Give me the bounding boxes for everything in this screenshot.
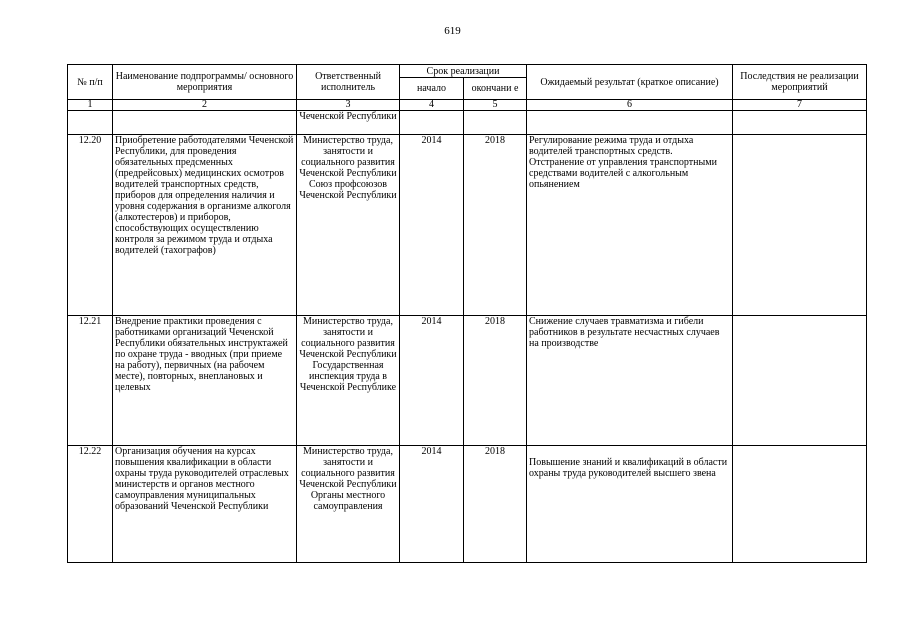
header-consequences: Последствия не реализации мероприятий <box>733 65 867 100</box>
header-number: № п/п <box>68 65 113 100</box>
row-id: 12.21 <box>68 316 113 446</box>
column-number: 6 <box>527 100 733 111</box>
row-end: 2018 <box>464 135 527 316</box>
table-row <box>68 316 867 446</box>
row-name: Приобретение работодателями Чеченской Республики, для проведения обязательных предсменных (предрейсовых) медицинских осмотров водителей транспортных средств, приборов для определения наличия и уровня содержания в организме алкоголя (алкотестеров) и приборов, способствующих осуществлению контроля за режимом труда и отдыха водителей (тахографов) <box>113 135 297 316</box>
continuation-row <box>68 111 867 135</box>
row-name: Внедрение практики проведения с работниками организаций Чеченской Республики обязательных инструктажей по охране труда - вводных (при приеме на работу), первичных (на рабочем месте), повторных, внеплановых и целевых <box>113 316 297 446</box>
row-consequences <box>733 446 867 563</box>
row-start: 2014 <box>400 135 464 316</box>
header-term: Срок реализации <box>400 65 527 78</box>
measures-table <box>67 64 867 563</box>
column-numbers-row <box>68 100 867 111</box>
header-end: окончани е <box>464 78 527 100</box>
row-result: Снижение случаев травматизма и гибели работников в результате несчастных случаев на производстве <box>527 316 733 446</box>
row-start: 2014 <box>400 446 464 563</box>
row-executor: Министерство труда, занятости и социального развития Чеченской Республики Союз профсоюзов Чеченской Республики <box>297 135 400 316</box>
row-result: Регулирование режима труда и отдыха водителей транспортных средств. Отстранение от управления транспортными средствами водителей с алкогольным опьянением <box>527 135 733 316</box>
column-number: 3 <box>297 100 400 111</box>
page-number: 619 <box>444 25 461 37</box>
continuation-executor: Чеченской Республики <box>297 111 400 135</box>
header-executor: Ответственный исполнитель <box>297 65 400 100</box>
row-end: 2018 <box>464 446 527 563</box>
column-number: 1 <box>68 100 113 111</box>
column-number: 2 <box>113 100 297 111</box>
row-consequences <box>733 316 867 446</box>
header-start: начало <box>400 78 464 100</box>
header-name: Наименование подпрограммы/ основного мероприятия <box>113 65 297 100</box>
row-executor: Министерство труда, занятости и социального развития Чеченской Республики Органы местного самоуправления <box>297 446 400 563</box>
row-start: 2014 <box>400 316 464 446</box>
column-number: 4 <box>400 100 464 111</box>
column-number: 5 <box>464 100 527 111</box>
row-result: Повышение знаний и квалификаций в области охраны труда руководителей высшего звена <box>527 446 733 563</box>
row-name: Организация обучения на курсах повышения квалификации в области охраны труда руководителей отраслевых министерств и органов местного самоуправления муниципальных образований Чеченской Республики <box>113 446 297 563</box>
row-consequences <box>733 135 867 316</box>
row-end: 2018 <box>464 316 527 446</box>
header-result: Ожидаемый результат (краткое описание) <box>527 65 733 100</box>
row-id: 12.22 <box>68 446 113 563</box>
row-executor: Министерство труда, занятости и социального развития Чеченской Республики Государственная инспекция труда в Чеченской Республике <box>297 316 400 446</box>
column-number: 7 <box>733 100 867 111</box>
row-id: 12.20 <box>68 135 113 316</box>
table-row <box>68 135 867 316</box>
table-row <box>68 446 867 563</box>
